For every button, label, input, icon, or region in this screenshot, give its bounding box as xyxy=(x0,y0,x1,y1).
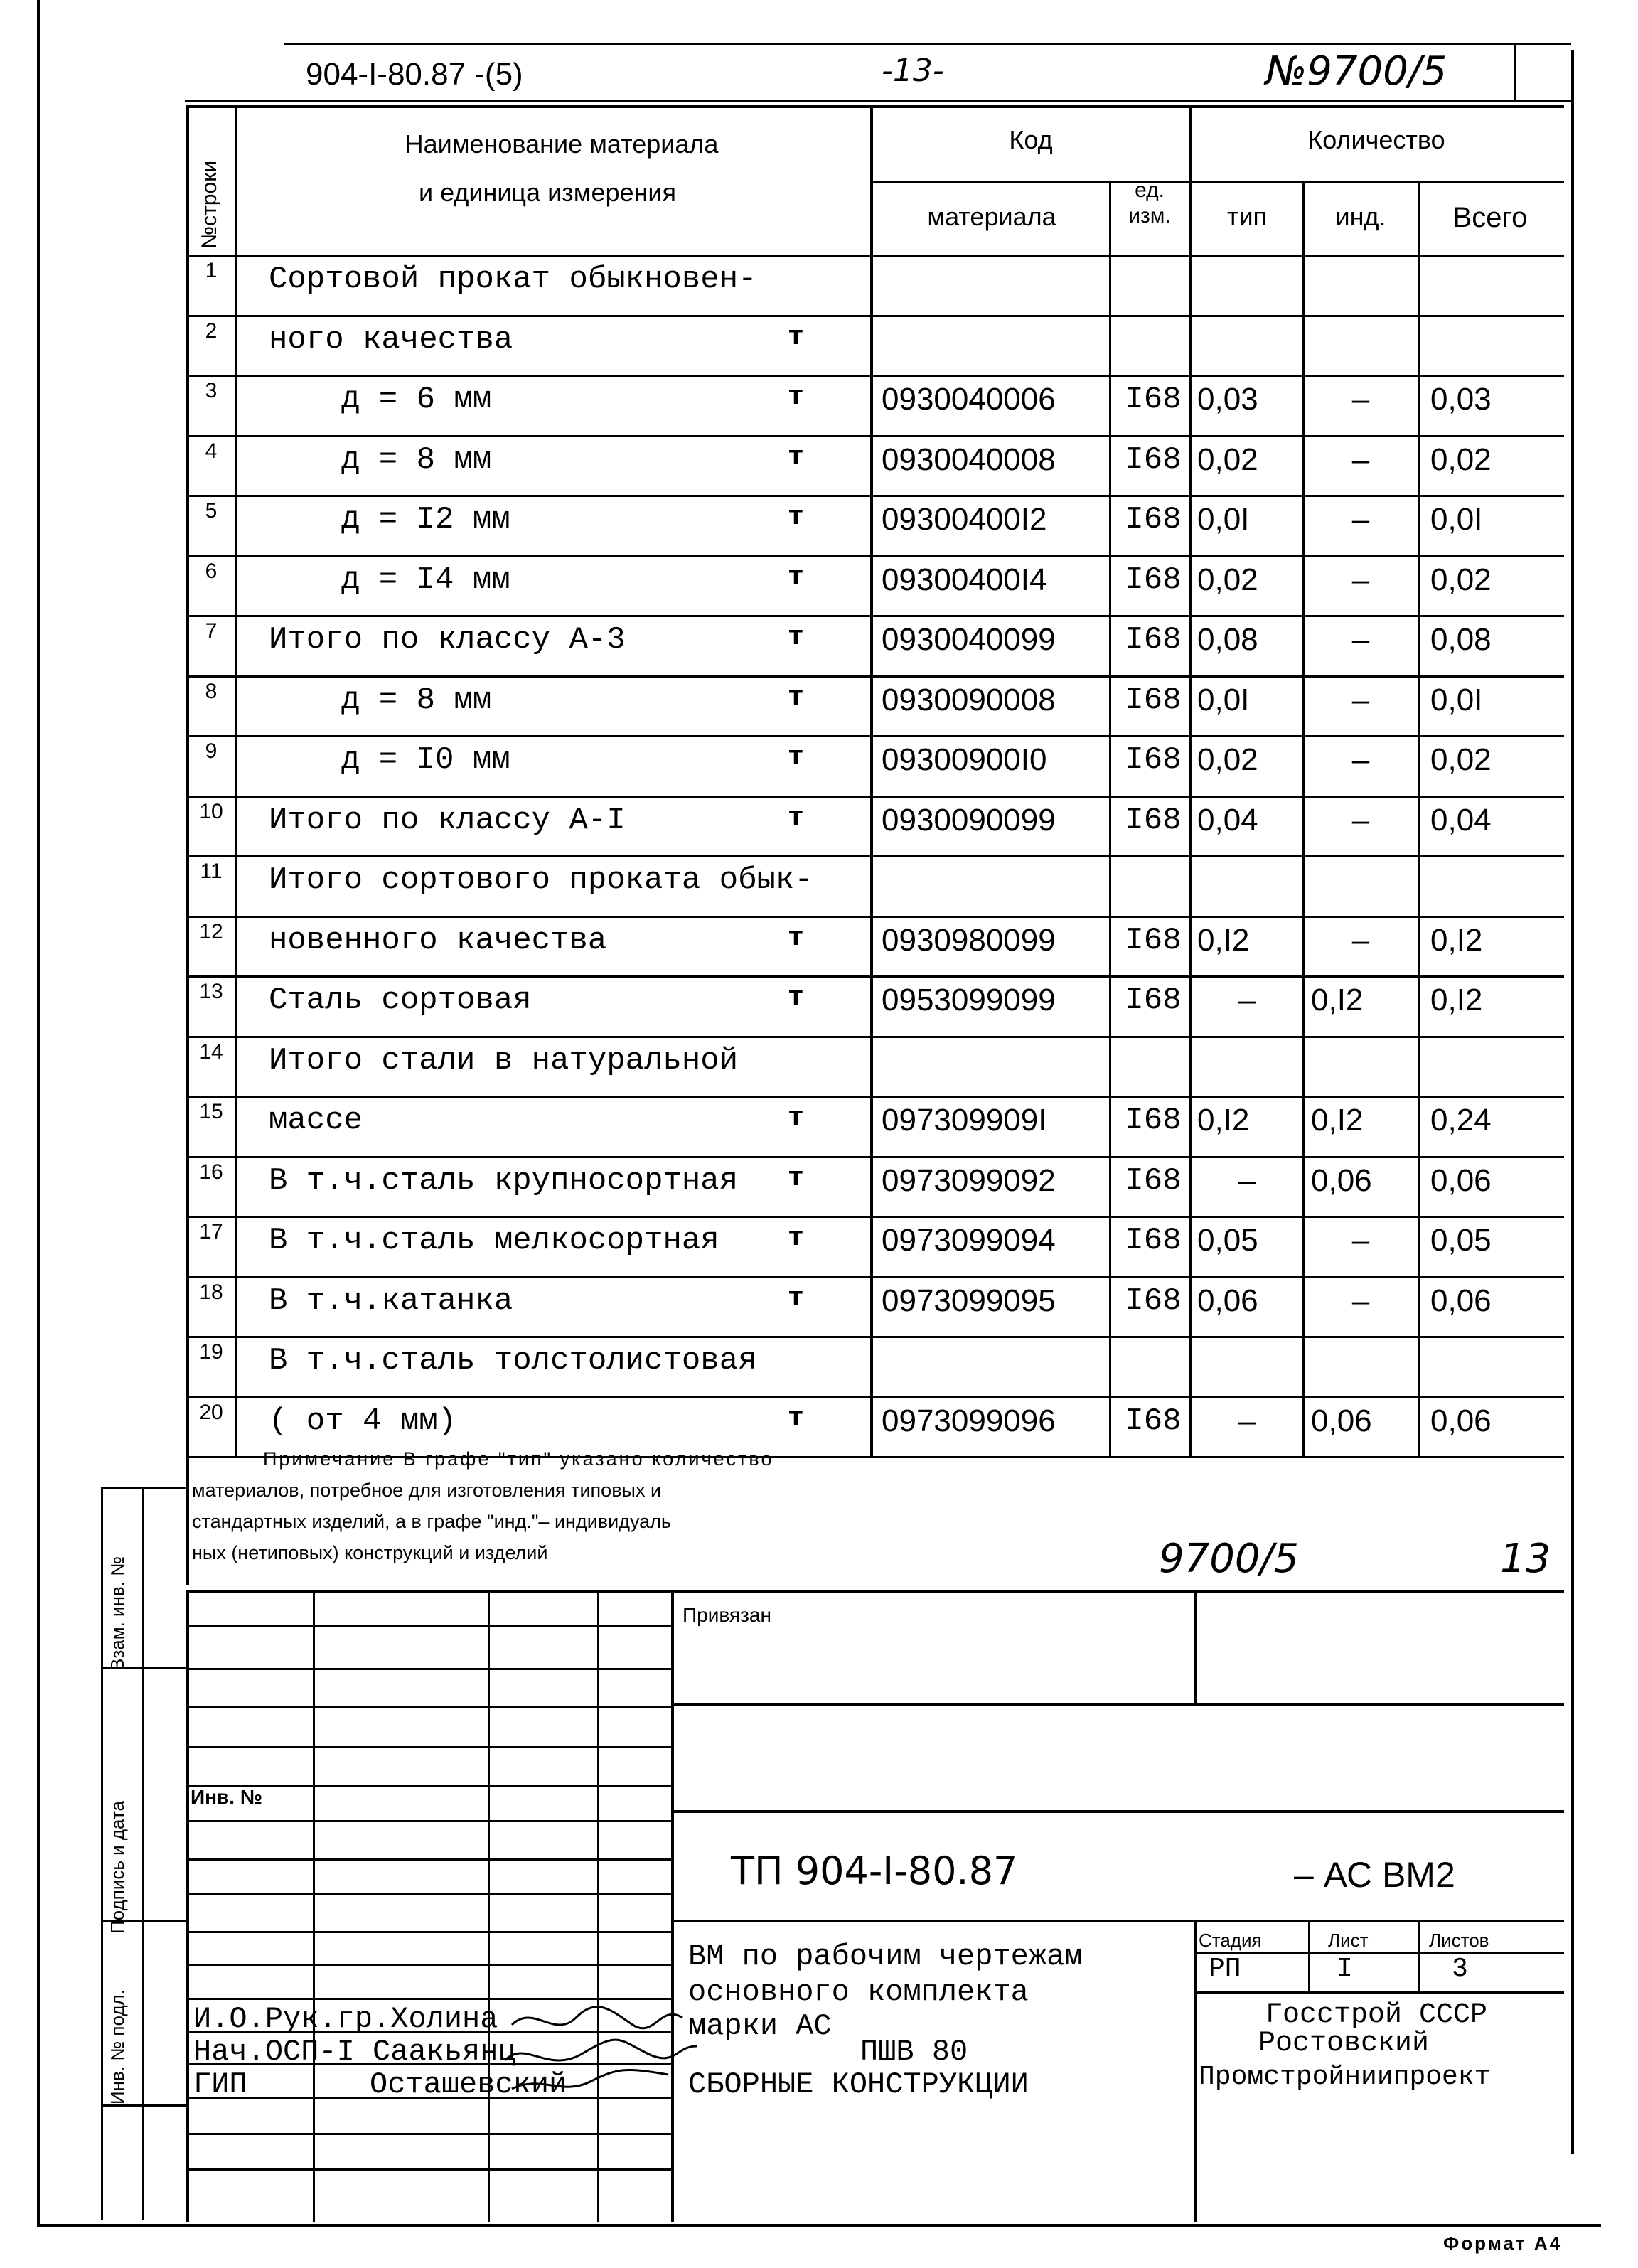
stamp-top-line xyxy=(186,1590,1564,1593)
unit-t: т xyxy=(788,802,804,833)
qty-total: 0,I2 xyxy=(1430,922,1483,958)
header-bottom-line xyxy=(186,255,1564,257)
material-name: Итого сортового проката обык- xyxy=(269,862,813,898)
signatures-scribble xyxy=(498,1996,711,2103)
row-number: 1 xyxy=(205,259,218,282)
material-name: Сталь сортовая xyxy=(269,983,532,1018)
header-top-edge xyxy=(284,43,1571,45)
row-line xyxy=(186,916,1564,918)
frame-bottom xyxy=(37,2224,1601,2227)
qty-total: 0,06 xyxy=(1430,1283,1492,1318)
row-number-header: №строки xyxy=(198,160,221,249)
row-number: 15 xyxy=(199,1100,223,1123)
row-line xyxy=(186,555,1564,557)
signer-2: Нач.ОСП-I Саакьянц xyxy=(193,2035,516,2069)
material-name: д = 6 мм xyxy=(341,382,492,417)
stage-value-line xyxy=(1194,1991,1564,1994)
stamp-left xyxy=(186,1590,189,2222)
row-line xyxy=(186,675,1564,678)
qty-ind: – xyxy=(1351,1283,1370,1318)
material-code: 0973099094 xyxy=(882,1223,1056,1258)
unit-code: I68 xyxy=(1125,983,1182,1018)
code-header: Код xyxy=(1009,125,1053,154)
row-line xyxy=(186,375,1564,377)
unit-code: I68 xyxy=(1125,802,1182,838)
material-code: 0953099099 xyxy=(882,983,1056,1017)
unit-code: I68 xyxy=(1125,502,1182,537)
header-divider xyxy=(1514,43,1516,101)
row-line xyxy=(186,796,1564,798)
row-number: 17 xyxy=(199,1220,223,1243)
material-code: 0973099095 xyxy=(882,1283,1056,1318)
project-code: ТП 904-I-80.87 xyxy=(731,1849,1018,1893)
unit-t: т xyxy=(788,622,804,653)
qty-ind: – xyxy=(1351,922,1370,958)
material-code: 0930040099 xyxy=(882,622,1056,657)
row-line xyxy=(186,1036,1564,1038)
sheet-label: Лист xyxy=(1328,1930,1369,1951)
unit-code: I68 xyxy=(1125,1403,1182,1439)
unit-header: ед. изм. xyxy=(1128,178,1171,228)
signer-3-name: Осташевский xyxy=(370,2068,567,2102)
row-line xyxy=(186,1156,1564,1158)
mark-code: – АС ВМ2 xyxy=(1294,1855,1455,1895)
note-page-hand: 13 xyxy=(1500,1536,1551,1582)
block-line1 xyxy=(671,1810,1564,1813)
material-name: массе xyxy=(269,1103,363,1138)
sign-row-line xyxy=(186,2133,671,2135)
stage-label-line xyxy=(1194,1952,1564,1954)
material-code: 0930980099 xyxy=(882,922,1056,958)
qty-total: 0,05 xyxy=(1430,1223,1492,1258)
unit-t: т xyxy=(788,1162,804,1194)
row-number: 13 xyxy=(199,980,223,1003)
row-number: 12 xyxy=(199,919,223,943)
signer-1: И.О.Рук.гр.Холина xyxy=(193,2002,498,2036)
qty-ind: – xyxy=(1351,442,1370,477)
total-header: Всего xyxy=(1452,202,1528,233)
row-line xyxy=(186,975,1564,978)
name-header-line1: Наименование материала xyxy=(405,129,719,159)
material-name: В т.ч.сталь крупносортная xyxy=(269,1162,739,1199)
qty-ind: – xyxy=(1351,682,1370,717)
qty-typ: 0,0I xyxy=(1197,682,1250,717)
side-sep3 xyxy=(101,2104,186,2107)
qty-ind: – xyxy=(1351,622,1370,657)
title-line3: марки АС xyxy=(688,2009,832,2043)
row-number: 5 xyxy=(205,499,218,523)
qty-total: 0,02 xyxy=(1430,442,1492,477)
row-number: 9 xyxy=(205,739,218,763)
ind-header: инд. xyxy=(1335,202,1386,231)
stamp-col3 xyxy=(597,1590,599,2222)
qty-ind: 0,06 xyxy=(1311,1162,1372,1198)
unit-t: т xyxy=(788,382,804,412)
unit-t: т xyxy=(788,1103,804,1133)
format-label: Формат А4 xyxy=(1443,2232,1563,2254)
unit-code: I68 xyxy=(1125,1223,1182,1258)
unit-code: I68 xyxy=(1125,1103,1182,1138)
stage-col-left xyxy=(1194,1920,1197,2222)
material-name: новенного качества xyxy=(269,922,607,958)
side-inv-podl: Инв. № подл. xyxy=(107,1989,128,2104)
note-text xyxy=(192,1443,1045,1568)
col-line-unit xyxy=(1109,181,1111,1456)
note-archive-hand: 9700/5 xyxy=(1159,1536,1300,1582)
unit-code: I68 xyxy=(1125,922,1182,958)
qty-typ: 0,06 xyxy=(1197,1283,1258,1318)
unit-t: т xyxy=(788,922,804,953)
side-strip-left xyxy=(101,1487,103,2220)
stage-col-right xyxy=(1418,1920,1420,1991)
qty-typ: 0,0I xyxy=(1197,502,1250,537)
material-name: д = 8 мм xyxy=(341,442,492,478)
stage-label: Стадия xyxy=(1199,1930,1262,1951)
row-line xyxy=(186,1276,1564,1278)
qty-typ: 0,I2 xyxy=(1197,922,1250,958)
material-code: 09300900I0 xyxy=(882,742,1047,777)
qty-ind: – xyxy=(1351,562,1370,597)
material-code: 0973099092 xyxy=(882,1162,1056,1198)
sign-row-line xyxy=(186,1964,671,1966)
org-line3: Промстройниипроект xyxy=(1199,2062,1491,2092)
signer-3-role: ГИП xyxy=(193,2068,247,2102)
col-line-typ xyxy=(1189,105,1192,1456)
material-name: д = I0 мм xyxy=(341,742,510,778)
material-name: В т.ч.сталь толстолистовая xyxy=(269,1343,757,1379)
qty-typ: – xyxy=(1238,1403,1256,1438)
material-name: д = I2 мм xyxy=(341,502,510,537)
typ-header: тип xyxy=(1226,202,1268,231)
sign-row-line xyxy=(186,1820,671,1822)
qty-total: 0,06 xyxy=(1430,1162,1492,1198)
qty-typ: – xyxy=(1238,983,1256,1017)
unit-t: т xyxy=(788,742,804,773)
frame-left xyxy=(37,0,40,2225)
row-number: 7 xyxy=(205,619,218,643)
side-vzam-inv: Взам. инв. № xyxy=(107,1556,128,1671)
unit-t: т xyxy=(788,1283,804,1314)
material-code: 097309909I xyxy=(882,1103,1047,1138)
qty-typ: 0,08 xyxy=(1197,622,1258,657)
qty-total: 0,06 xyxy=(1430,1403,1492,1438)
sign-row-line xyxy=(186,1746,671,1748)
material-name: В т.ч.катанка xyxy=(269,1283,513,1319)
stamp-col2 xyxy=(488,1590,490,2222)
stamp-col4 xyxy=(671,1590,674,2222)
sign-row-line xyxy=(186,1706,671,1708)
header-mid-line xyxy=(870,181,1564,183)
material-code: 0930090099 xyxy=(882,802,1056,838)
row-line xyxy=(186,435,1564,437)
row-number: 2 xyxy=(205,319,218,343)
row-line xyxy=(186,315,1564,317)
org-line2: Ростовский xyxy=(1258,2028,1430,2060)
unit-t: т xyxy=(788,321,804,353)
qty-typ: 0,05 xyxy=(1197,1223,1258,1258)
qty-typ: 0,02 xyxy=(1197,442,1258,477)
note-line1: Примечание В графе "тип" указано количество xyxy=(263,1448,774,1470)
col-line-ind xyxy=(1302,181,1305,1456)
qty-typ: 0,04 xyxy=(1197,802,1258,838)
sheets-value: 3 xyxy=(1452,1954,1468,1984)
qty-ind: – xyxy=(1351,742,1370,777)
row-number: 18 xyxy=(199,1280,223,1304)
material-header: материала xyxy=(927,202,1056,231)
qty-total: 0,02 xyxy=(1430,562,1492,597)
qty-ind: – xyxy=(1351,802,1370,838)
sign-row-line xyxy=(186,1931,671,1933)
qty-typ: 0,02 xyxy=(1197,742,1258,777)
bound-bottom xyxy=(671,1703,1564,1706)
row-line xyxy=(186,1396,1564,1398)
title-line5: СБОРНЫЕ КОНСТРУКЦИИ xyxy=(688,2068,1029,2102)
sign-row-line xyxy=(186,1858,671,1861)
row-number: 19 xyxy=(199,1340,223,1364)
material-code: 0930040006 xyxy=(882,382,1056,417)
inv-label: Инв. № xyxy=(191,1786,263,1808)
material-name: Итого стали в натуральной xyxy=(269,1042,739,1079)
qty-typ: – xyxy=(1238,1162,1256,1198)
note-line4: ных (нетиповых) конструкций и изделий xyxy=(192,1542,548,1563)
stamp-col1 xyxy=(313,1590,315,2222)
frame-right xyxy=(1571,50,1574,2154)
row-line xyxy=(186,615,1564,617)
unit-t: т xyxy=(788,682,804,713)
qty-total: 0,24 xyxy=(1430,1103,1492,1138)
material-name: В т.ч.сталь мелкосортная xyxy=(269,1223,719,1258)
row-number: 20 xyxy=(199,1400,223,1424)
org-line1: Госстрой СССР xyxy=(1265,1999,1488,2031)
bound-label: Привязан xyxy=(682,1604,771,1626)
qty-total: 0,08 xyxy=(1430,622,1492,657)
row-number: 3 xyxy=(205,379,218,402)
title-line4: ПШВ 80 xyxy=(860,2035,968,2069)
material-code: 0930040008 xyxy=(882,442,1056,477)
row-number: 10 xyxy=(199,799,223,823)
material-name: д = I4 мм xyxy=(341,562,510,598)
sign-row-line xyxy=(186,1893,671,1895)
unit-code: I68 xyxy=(1125,1162,1182,1199)
title-line2: основного комплекта xyxy=(688,1975,1029,2009)
sign-row-line xyxy=(186,1625,671,1627)
unit-code: I68 xyxy=(1125,442,1182,478)
table-top-line xyxy=(186,105,1564,108)
sign-row-line xyxy=(186,2168,671,2171)
row-number: 11 xyxy=(200,860,223,883)
bound-right-col xyxy=(1194,1590,1197,1703)
page-number: -13- xyxy=(882,53,944,89)
row-line xyxy=(186,855,1564,857)
qty-total: 0,02 xyxy=(1430,742,1492,777)
unit-t: т xyxy=(788,442,804,473)
col-line-total xyxy=(1418,181,1420,1456)
stage-value: РП xyxy=(1209,1954,1241,1984)
qty-total: 0,I2 xyxy=(1430,983,1483,1017)
doc-code: 904-I-80.87 -(5) xyxy=(306,57,523,92)
unit-code: I68 xyxy=(1125,742,1182,778)
name-header-line2: и единица измерения xyxy=(418,178,676,207)
qty-total: 0,0I xyxy=(1430,502,1483,537)
block-line2 xyxy=(671,1920,1564,1922)
material-code: 0930090008 xyxy=(882,682,1056,717)
qty-ind: 0,06 xyxy=(1311,1403,1372,1438)
qty-total: 0,03 xyxy=(1430,382,1492,417)
material-code: 0973099096 xyxy=(882,1403,1056,1438)
material-name: Сортовой прокат обыкновен- xyxy=(269,262,757,297)
sheet-value: I xyxy=(1337,1954,1353,1984)
row-line xyxy=(186,495,1564,497)
material-code: 09300400I2 xyxy=(882,502,1047,537)
col-line-rowno xyxy=(235,105,237,1456)
material-name: ( от 4 мм) xyxy=(269,1403,457,1439)
sign-row-line xyxy=(186,1668,671,1670)
unit-t: т xyxy=(788,1223,804,1253)
qty-typ: 0,I2 xyxy=(1197,1103,1250,1138)
row-number: 6 xyxy=(205,559,218,583)
qty-total: 0,0I xyxy=(1430,682,1483,717)
unit-code: I68 xyxy=(1125,1283,1182,1319)
title-line1: ВМ по рабочим чертежам xyxy=(688,1940,1083,1974)
qty-ind: 0,I2 xyxy=(1311,1103,1364,1138)
sheets-label: Листов xyxy=(1429,1930,1489,1951)
material-name: ного качества xyxy=(269,321,513,358)
qty-ind: – xyxy=(1351,1223,1370,1258)
row-number: 8 xyxy=(205,679,218,703)
stage-col-mid xyxy=(1308,1920,1310,1991)
unit-t: т xyxy=(788,983,804,1013)
row-number: 16 xyxy=(199,1160,223,1184)
note-left-line xyxy=(186,1456,189,1585)
unit-code: I68 xyxy=(1125,562,1182,598)
unit-t: т xyxy=(788,1403,804,1434)
row-number: 4 xyxy=(205,439,218,463)
qty-typ: 0,03 xyxy=(1197,382,1258,417)
unit-t: т xyxy=(788,502,804,533)
row-number: 14 xyxy=(199,1039,223,1064)
material-name: д = 8 мм xyxy=(341,682,492,718)
row-line xyxy=(186,1216,1564,1218)
col-line-code xyxy=(870,105,873,1456)
header-top-line xyxy=(185,100,1571,102)
side-strip-mid xyxy=(142,1487,144,2220)
qty-ind: – xyxy=(1351,382,1370,417)
qty-typ: 0,02 xyxy=(1197,562,1258,597)
material-code: 09300400I4 xyxy=(882,562,1047,597)
unit-code: I68 xyxy=(1125,622,1182,658)
qty-ind: 0,I2 xyxy=(1311,983,1364,1017)
note-line3: стандартных изделий, а в графе "инд."– индивидуаль xyxy=(192,1511,671,1532)
col-line-left xyxy=(186,105,189,1456)
unit-code: I68 xyxy=(1125,682,1182,718)
unit-t: т xyxy=(788,562,804,593)
quantity-header: Количество xyxy=(1307,125,1445,154)
row-line xyxy=(186,1336,1564,1338)
qty-total: 0,04 xyxy=(1430,802,1492,838)
row-line xyxy=(186,735,1564,737)
archive-number: №9700/5 xyxy=(1265,48,1447,95)
unit-code: I68 xyxy=(1125,382,1182,417)
side-podpis-data: Подпись и дата xyxy=(107,1800,128,1934)
material-name: Итого по классу А-I xyxy=(269,802,626,838)
qty-ind: – xyxy=(1351,502,1370,537)
material-name: Итого по классу А-3 xyxy=(269,622,626,658)
note-line2: материалов, потребное для изготовления типовых и xyxy=(192,1480,662,1501)
row-line xyxy=(186,1096,1564,1098)
